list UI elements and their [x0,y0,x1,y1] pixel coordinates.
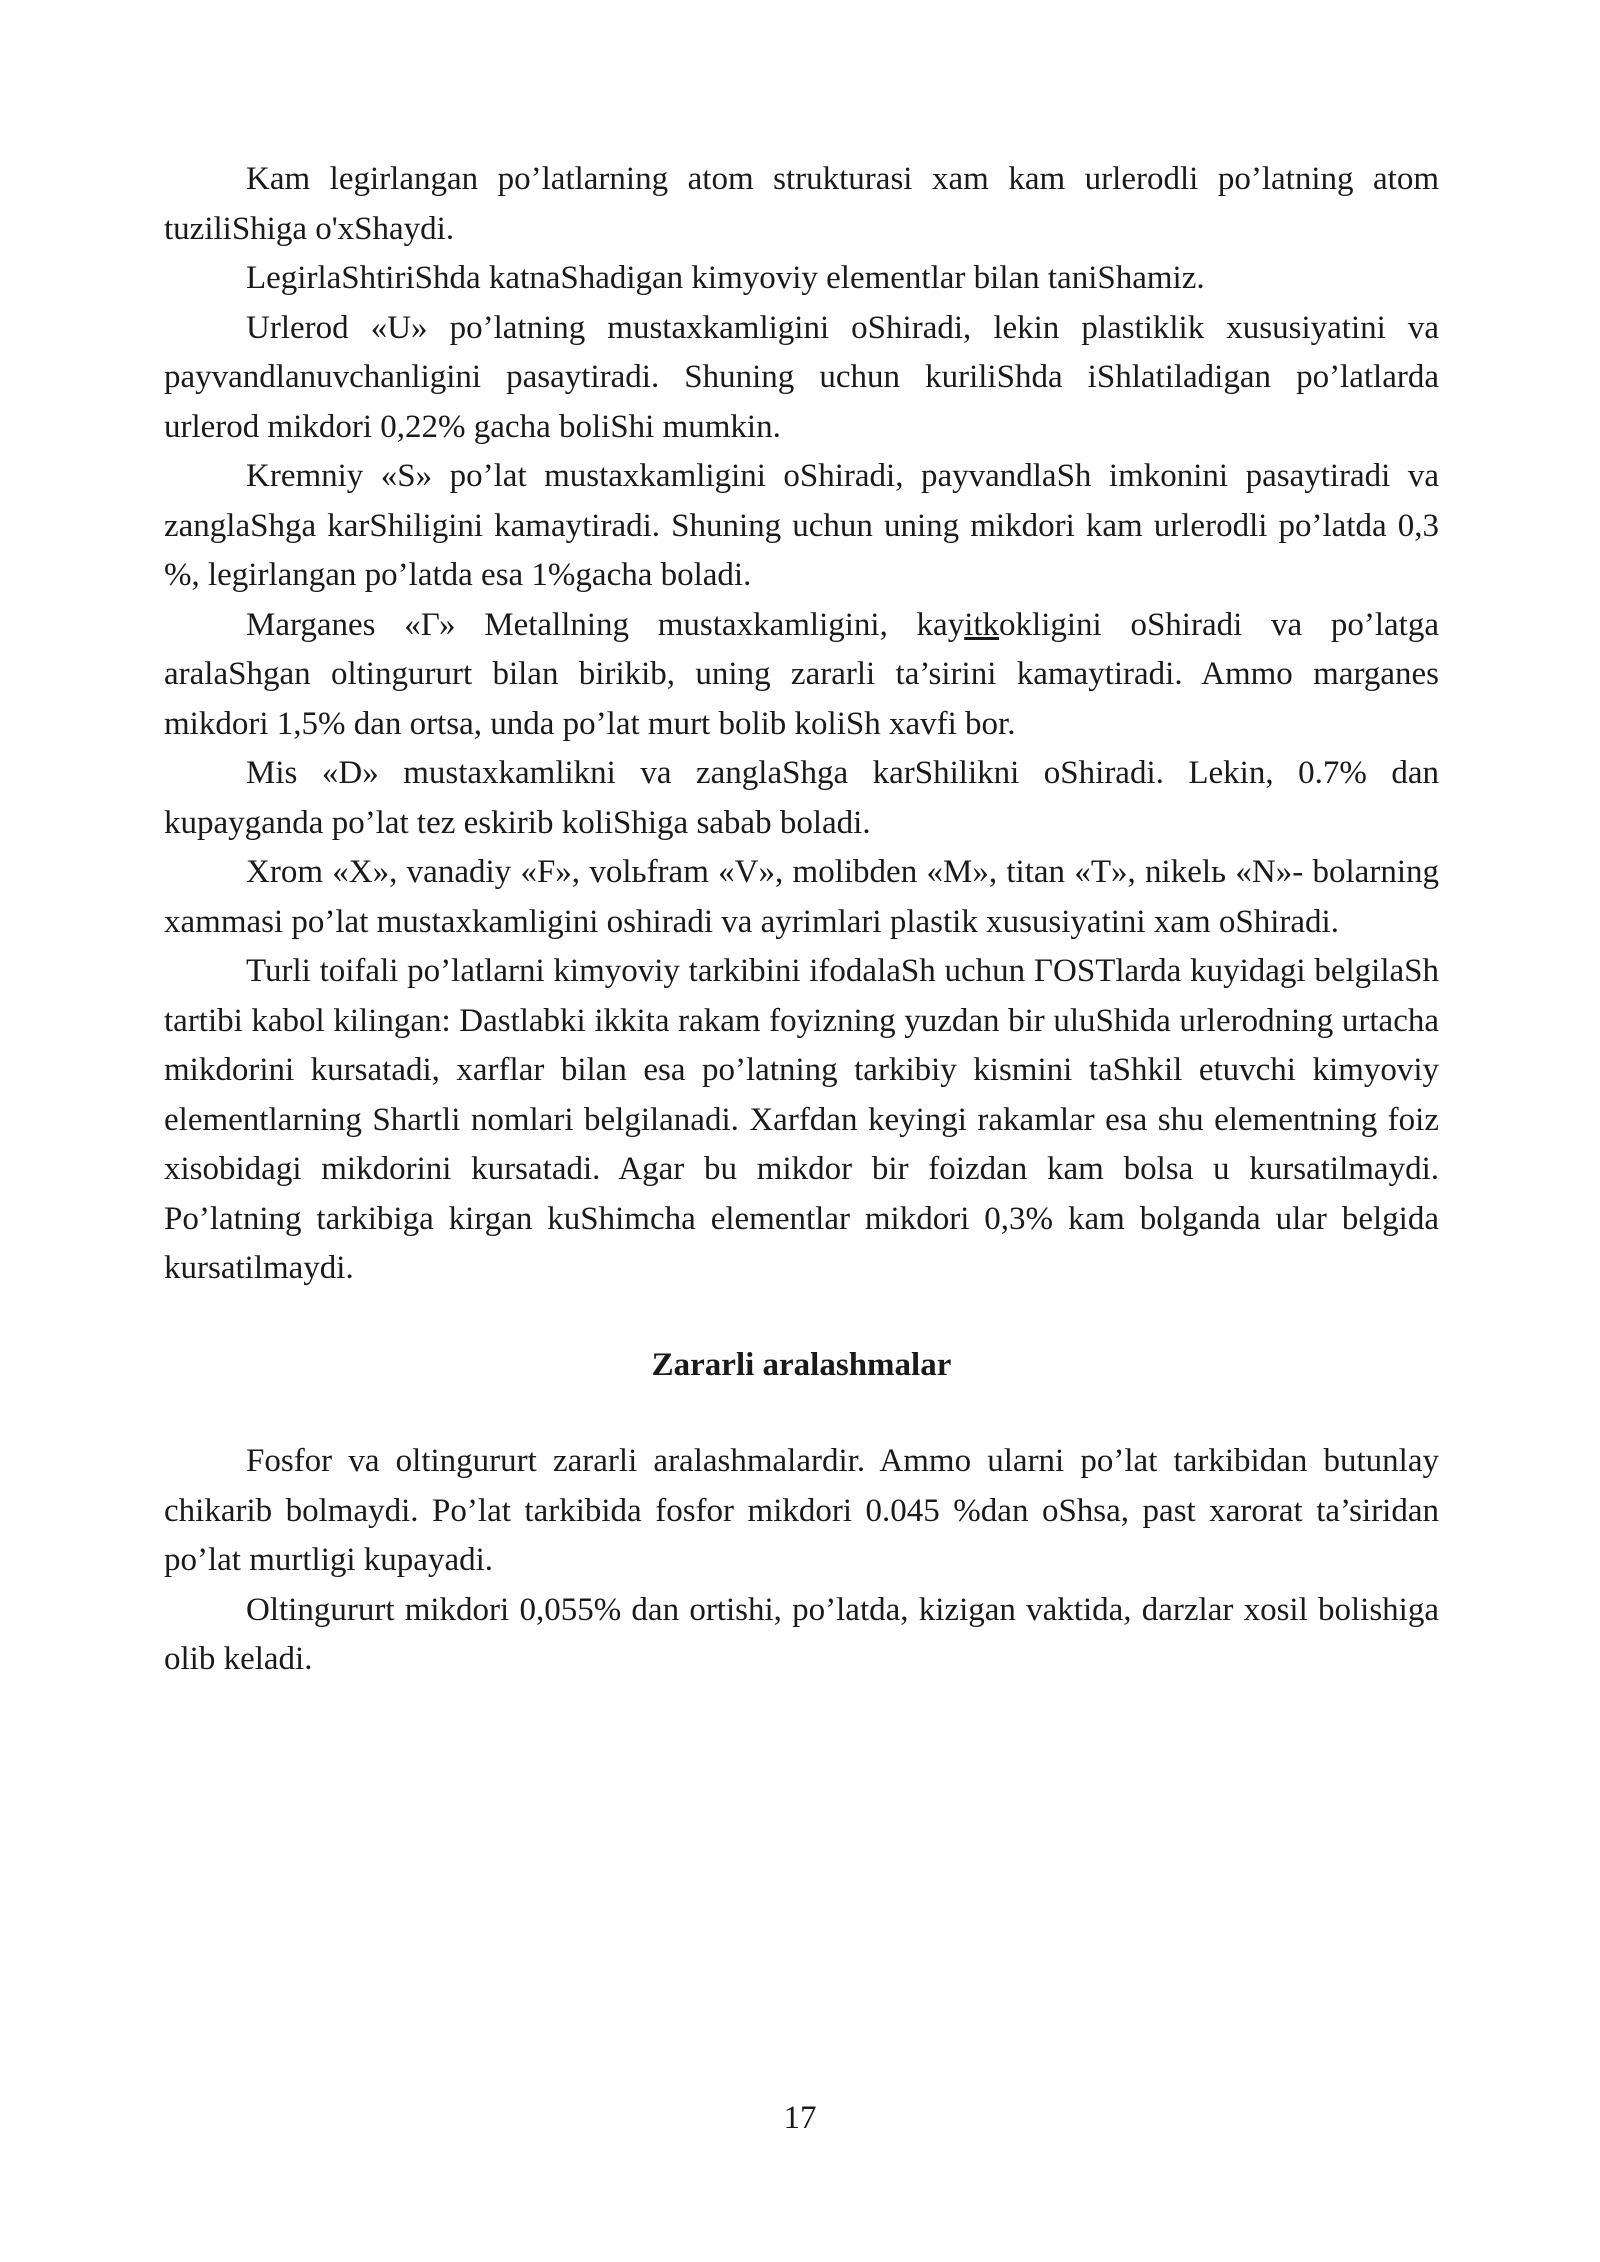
paragraph-copper: Mis «D» mustaxkamlikni va zanglaShga karShilikni oShiradi. Lekin, 0.7% dan kupayganda po’lat tez eskirib koliShiga sabab boladi. [164,755,1439,841]
paragraph-gost-designation: Turli toifali po’latlarni kimyoviy tarkibini ifodalaSh uchun ГOSTlarda kuyidagi belgilaSh tartibi kabol kilingan: Dastlabki ikkita rakam foyizning yuzdan bir uluShida urlerodning urtacha mikdorini kursatadi, xarflar bilan esa po’latning tarkibiy kismini taShkil etuvchi kimyoviy elementlarning Shartli nomlari belgilanadi. Xarfdan keyingi rakamlar esa shu elementning foiz xisobidagi mikdorini kursatadi. Agar bu mikdor bir foizdan kam bolsa u kursatilmaydi. Po’latning tarkibiga kirgan kuShimcha elementlar mikdori 0,3% kam bolganda ular belgida kursatilmaydi. [164,953,1439,1286]
section-heading: Zararli aralashmalar [651,1346,952,1383]
underlined-fragment: itk [964,606,1000,643]
paragraph-elements-intro: LegirlaShtiriShda katnaShadigan kimyoviy elementlar bilan taniShamiz. [246,260,1205,296]
manganese-text-end: okligini oShiradi va po’latga aralaShgan oltingururt bilan birikib, uning zararli ta’sirini kamaytiradi. Ammo marganes mikdori 1,5% dan ortsa, unda po’lat murt bolib koliSh xavfi bor. [164,606,1439,742]
paragraph-carbon: Urlerod «U» po’latning mustaxkamligini oShiradi, lekin plastiklik xususiyatini va payvandlanuvchanligini pasaytiradi. Shuning uchun kuriliShda iShlatiladigan po’latlarda urlerod mikdori 0,22% gacha boliShi mumkin. [164,309,1439,445]
paragraph-phosphorus: Fosfor va oltingururt zararli aralashmalardir. Ammo ularni po’lat tarkibidan butunlay chikarib bolmaydi. Po’lat tarkibida fosfor mikdori 0.045 %dan oShsa, past xarorat ta’siridan po’lat murtligi kupayadi. [164,1443,1439,1578]
paragraph-alloying-elements: Xrom «X», vanadiy «F», volьfram «V», molibden «M», titan «T», nikelь «N»- bolarning xammasi po’lat mustaxkamligini oshiradi va ayrimlari plastik xususiyatini xam oShiradi. [164,854,1439,940]
paragraph-sulfur: Oltingururt mikdori 0,055% dan ortishi, po’latda, kizigan vaktida, darzlar xosil bolishiga olib keladi. [164,1591,1439,1677]
manganese-text-start: Marganes «Г» Metallning mustaxkamligini, kay [246,606,965,643]
page-body [164,155,1439,1685]
paragraph-atom-structure: Kam legirlangan po’latlarning atom strukturasi xam kam urlerodli po’latning atom tuziliShiga o'xShaydi. [164,161,1439,247]
paragraph-manganese [164,601,1439,750]
page-number: 17 [783,2100,817,2136]
paragraph-silicon: Kremniy «S» po’lat mustaxkamligini oShiradi, payvandlaSh imkonini pasaytiradi va zanglaShga karShiligini kamaytiradi. Shuning uchun uning mikdori kam urlerodli po’latda 0,3 %, legirlangan po’latda esa 1%gacha boladi. [164,458,1439,593]
